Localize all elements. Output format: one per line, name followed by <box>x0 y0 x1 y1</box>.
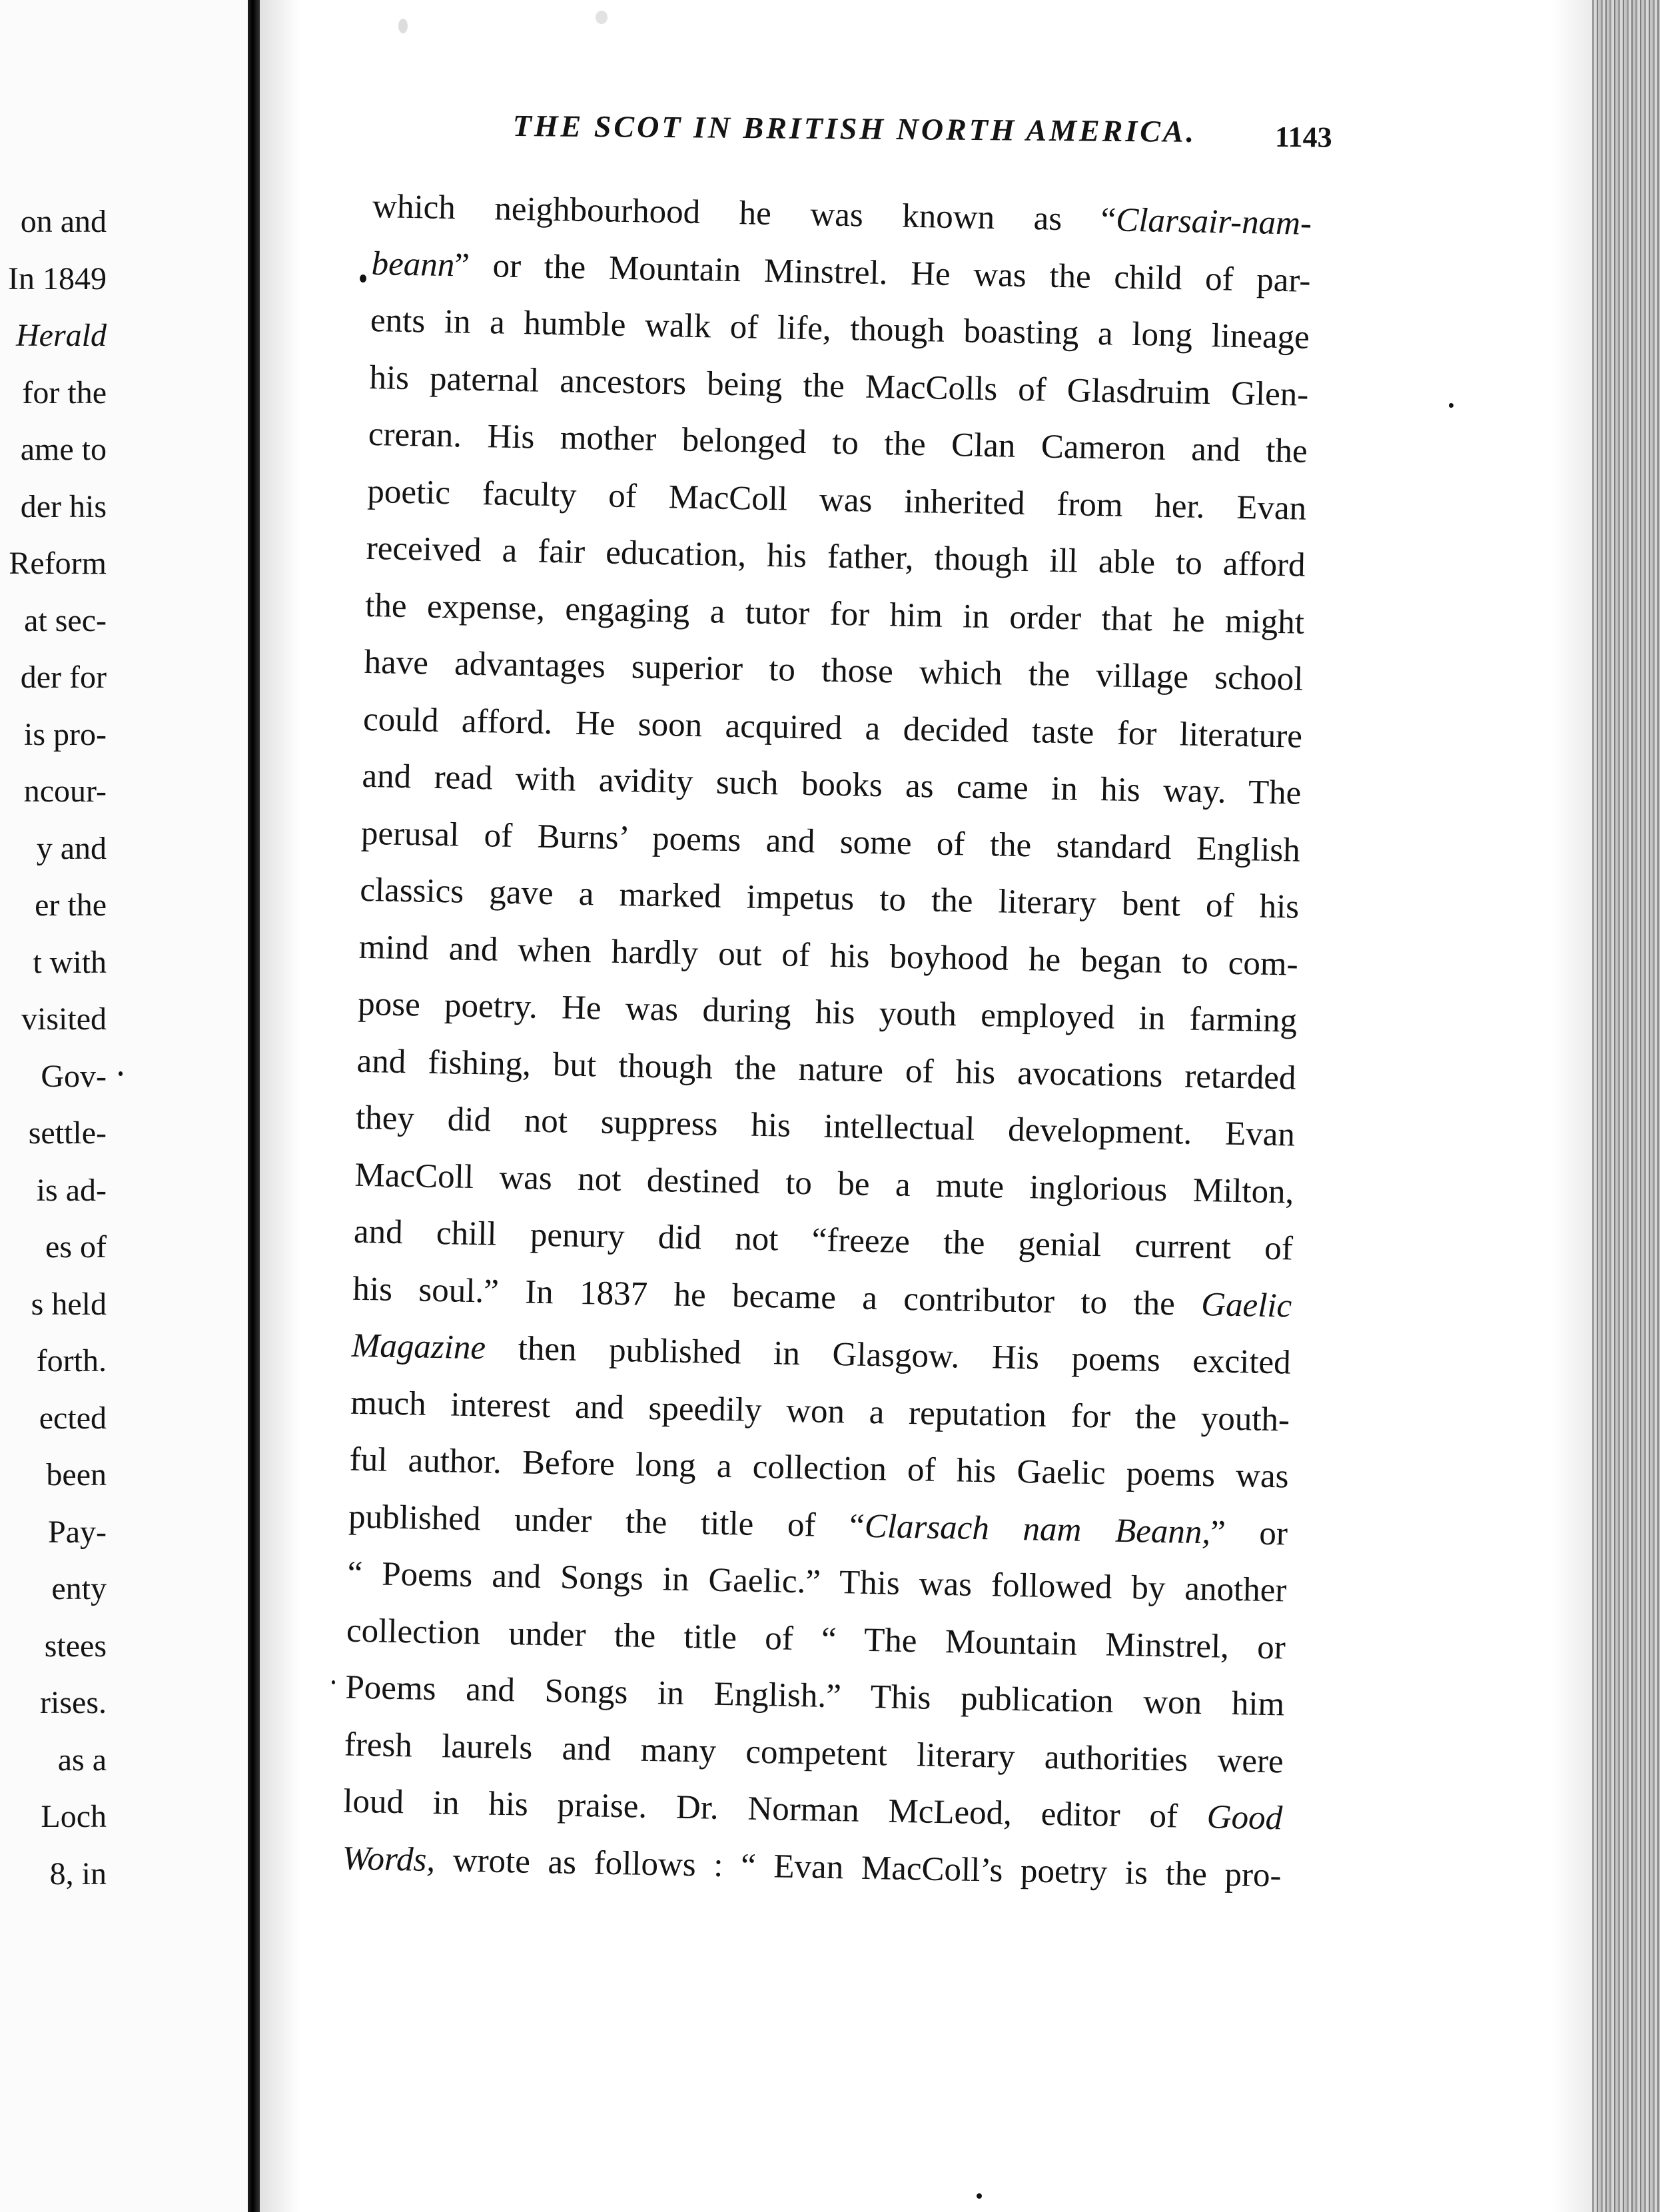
left-page-fragment: been <box>46 1457 107 1492</box>
page-edges-stack <box>1592 0 1660 2212</box>
text-run: fresh laurels and many competent literary authorities were <box>344 1726 1284 1780</box>
left-page-text-fragments <box>0 193 107 1902</box>
gutter-shadow <box>260 0 300 2212</box>
left-page-fragment: rises. <box>40 1685 107 1720</box>
left-page-fragment: at sec- <box>24 602 107 638</box>
text-run: which neighbourhood he was known as “ <box>372 187 1116 239</box>
left-page-fragment: 8, in <box>49 1856 107 1892</box>
left-page-fragment: Gov- <box>41 1058 107 1094</box>
text-run: creran. His mother belonged to the Clan Cameron and the <box>368 415 1308 470</box>
left-page-fragment: stees <box>44 1628 107 1664</box>
page-edge-shadow <box>1552 0 1592 2212</box>
left-page-fragment: es of <box>45 1229 107 1265</box>
text-run: pose poetry. He was during his youth employed in farming <box>357 985 1298 1040</box>
text-run: and fishing, but though the nature of his avocations retarded <box>356 1042 1297 1097</box>
left-page-fragment: der for <box>20 660 107 695</box>
running-title: THE SCOT IN BRITISH NORTH AMERICA. <box>512 108 1197 149</box>
italic-text-run: Magazine <box>351 1327 486 1367</box>
text-run: could afford. He soon acquired a decided taste for literature <box>362 700 1303 756</box>
text-run: then published in Glasgow. His poems excited <box>485 1329 1292 1382</box>
text-run: his soul.” In 1837 he became a contributor to the <box>352 1270 1202 1323</box>
text-run: ” or <box>1210 1513 1288 1552</box>
left-page-fragment: y and <box>36 830 107 866</box>
left-page-fragment: Pay- <box>48 1514 107 1550</box>
text-run: ents in a humble walk of life, though boasting a long lineage <box>370 301 1310 356</box>
book-gutter <box>248 0 260 2212</box>
left-page-fragment: as a <box>57 1742 107 1778</box>
italic-text-run: Good <box>1206 1798 1283 1838</box>
scan-speck <box>1449 403 1453 408</box>
text-run: “ Poems and Songs in Gaelic.” This was followed by another <box>347 1554 1287 1610</box>
text-run: wrote as follows : “ Evan MacColl’s poetry is the pro- <box>434 1841 1282 1894</box>
text-run: perusal of Burns’ poems and some of the standard English <box>360 814 1301 869</box>
left-facing-page <box>0 0 248 2212</box>
text-run: collection under the title of “ The Mountain Minstrel, or <box>346 1612 1286 1666</box>
left-page-fragment: der his <box>20 488 107 524</box>
left-page-fragment: forth. <box>36 1343 107 1379</box>
left-page-fragment: for the <box>22 374 107 410</box>
left-page-fragment: ame to <box>20 432 107 467</box>
italic-text-run: Words, <box>342 1840 436 1879</box>
italic-text-run: Clarsach nam Beann, <box>864 1507 1211 1551</box>
scan-speck <box>332 1680 335 1684</box>
left-page-fragment: Herald <box>16 318 107 353</box>
italic-text-run: beann <box>371 245 455 284</box>
scan-speck <box>360 275 366 282</box>
main-text-block <box>342 179 1312 1904</box>
left-page-fragment: visited <box>21 1001 107 1037</box>
left-page-fragment: s held <box>31 1286 107 1322</box>
left-page-fragment: t with <box>33 944 107 980</box>
text-run: MacColl was not destined to be a mute inglorious Milton, <box>354 1156 1294 1211</box>
text-run: ful author. Before long a collection of his Gaelic poems was <box>349 1440 1290 1496</box>
italic-text-run: Gaelic <box>1200 1285 1292 1325</box>
left-page-fragment: In 1849 <box>8 261 107 296</box>
left-page-fragment: ected <box>39 1400 107 1436</box>
text-run: classics gave a marked impetus to the literary bent of his <box>359 871 1300 926</box>
left-page-fragment: is ad- <box>36 1172 107 1208</box>
text-run: mind and when hardly out of his boyhood he began to com- <box>358 928 1299 983</box>
text-run: loud in his praise. Dr. Norman McLeod, editor of <box>342 1782 1208 1836</box>
left-page-fragment: enty <box>51 1571 107 1606</box>
scan-speck <box>977 2193 982 2199</box>
text-run: his paternal ancestors being the MacColls of Glasdruim Glen- <box>369 358 1309 414</box>
scan-speck <box>119 1071 123 1076</box>
text-run: they did not suppress his intellectual development. Evan <box>355 1099 1296 1154</box>
scan-speck <box>596 11 608 24</box>
text-run: the expense, engaging a tutor for him in order that he might <box>364 586 1305 642</box>
scan-speck <box>398 19 408 33</box>
text-run: poetic faculty of MacColl was inherited from her. Evan <box>366 472 1307 528</box>
running-header <box>512 108 1332 162</box>
text-run: and read with avidity such books as came in his way. The <box>362 757 1302 812</box>
left-page-fragment: is pro- <box>24 716 107 752</box>
page-number: 1143 <box>1274 120 1332 154</box>
italic-text-run: Clarsair-nam- <box>1115 201 1312 243</box>
text-run: much interest and speedily won a reputation for the youth- <box>350 1384 1290 1439</box>
left-page-fragment: on and <box>20 204 107 239</box>
left-page-fragment: ncour- <box>23 774 107 809</box>
text-run: Poems and Songs in English.” This publication won him <box>344 1668 1285 1724</box>
left-page-fragment: Loch <box>41 1799 107 1834</box>
text-run: have advantages superior to those which the village school <box>364 643 1304 698</box>
text-run: received a fair education, his father, though ill able to afford <box>366 529 1306 584</box>
text-run: and chill penury did not “freeze the genial current of <box>353 1213 1294 1268</box>
left-page-fragment: Reform <box>9 546 107 581</box>
text-run: ” or the Mountain Minstrel. He was the child of par- <box>454 246 1311 300</box>
left-page-fragment: er the <box>35 887 107 923</box>
text-run: published under the title of “ <box>348 1498 865 1545</box>
left-page-fragment: settle- <box>28 1115 107 1151</box>
